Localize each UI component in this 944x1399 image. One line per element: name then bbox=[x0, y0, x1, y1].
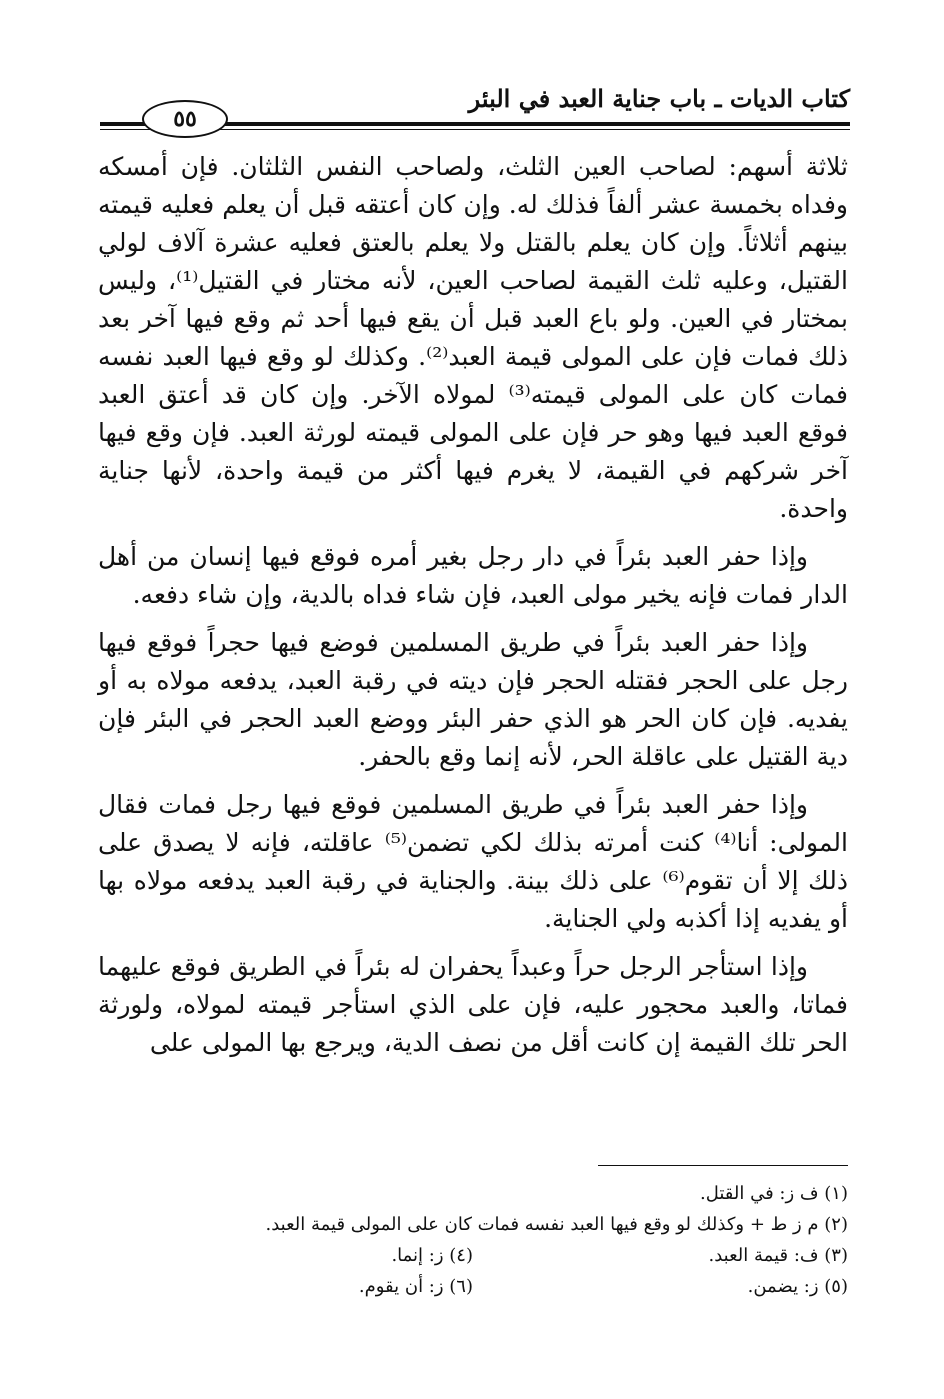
footnote-6: (٦) ز: أن يقوم. bbox=[358, 1276, 473, 1297]
main-text bbox=[98, 148, 848, 1072]
footnote-3: (٣) ف: قيمة العبد. bbox=[708, 1245, 848, 1266]
footnote-row-5-6 bbox=[98, 1271, 848, 1302]
running-title: كتاب الديات ـ باب جناية العبد في البئر bbox=[468, 84, 850, 113]
paragraph-2: وإذا حفر العبد بئراً في دار رجل بغير أمره فوقع فيها إنسان من أهل الدار فمات فإنه يخير مولى العبد، فإن شاء فداه بالدية، وإن شاء دفعه. bbox=[98, 542, 848, 609]
paragraph-5: وإذا استأجر الرجل حراً وعبداً يحفران له بئراً في الطريق فوقع عليهما فماتا، والعبد محجور عليه، فإن على الذي استأجر قيمته لمولاه، ولورثة الحر تلك القيمة إن كانت أقل من نصف الدية، ويرجع بها المولى على bbox=[98, 952, 848, 1057]
footnote-2: (٢) م ز ط + وكذلك لو وقع فيها العبد نفسه فمات كان على المولى قيمة العبد. bbox=[265, 1214, 848, 1235]
footnote-row-3-4 bbox=[98, 1240, 848, 1271]
footnote-1: (١) ف ز: في القتل. bbox=[699, 1183, 848, 1204]
footnotes bbox=[98, 1178, 848, 1302]
footnote-4: (٤) ز: إنما. bbox=[391, 1245, 473, 1266]
paragraph-1: ثلاثة أسهم: لصاحب العين الثلث، ولصاحب النفس الثلثان. فإن أمسكه وفداه بخمسة عشر ألفاً فذلك له. وإن كان أعتقه قبل أن يعلم فعليه قيمته بينهم أثلاثاً. وإن كان يعلم بالقتل ولا يعلم بالعتق فعليه عشرة آلاف لولي القتيل، وعليه ثلث القيمة لصاحب العين، لأنه مختار في القتيل⁽¹⁾، وليس بمختار في العين. ولو باع العبد قبل أن يقع فيها أحد ثم وقع فيها آخر بعد ذلك فمات فإن على المولى قيمة العبد⁽²⁾. وكذلك لو وقع فيها العبد نفسه فمات كان على المولى قيمته⁽³⁾ لمولاه الآخر. وإن كان قد أعتق العبد فوقع العبد فيها وهو حر فإن على المولى قيمته لورثة العبد. فإن وقع فيها آخر شركهم في القيمة، لا يغرم فيها أكثر من قيمة واحدة، لأنها جناية واحدة. bbox=[98, 152, 849, 523]
footnote-separator bbox=[598, 1165, 848, 1166]
page-number: ٥٥ bbox=[142, 100, 228, 138]
paragraph-4: وإذا حفر العبد بئراً في طريق المسلمين فوقع فيها رجل فمات فقال المولى: أنا⁽⁴⁾ كنت أمرته بذلك لكي تضمن⁽⁵⁾ عاقلته، فإنه لا يصدق على ذلك إلا أن تقوم⁽⁶⁾ على ذلك بينة. والجناية في رقبة العبد يدفعه مولاه بها أو يفديه إذا أكذبه ولي الجناية. bbox=[98, 790, 848, 933]
paragraph-3: وإذا حفر العبد بئراً في طريق المسلمين فوضع فيها حجراً فوقع فيها رجل على الحجر فقتله الحجر فإن ديته في رقبة العبد، يدفعه مولاه به أو يفديه. فإن كان الحر هو الذي حفر البئر ووضع العبد الحجر في البئر فإن دية القتيل على عاقلة الحر، لأنه إنما وقع بالحفر. bbox=[98, 628, 848, 771]
footnote-5: (٥) ز: يضمن. bbox=[747, 1276, 848, 1297]
page-header bbox=[100, 80, 850, 134]
